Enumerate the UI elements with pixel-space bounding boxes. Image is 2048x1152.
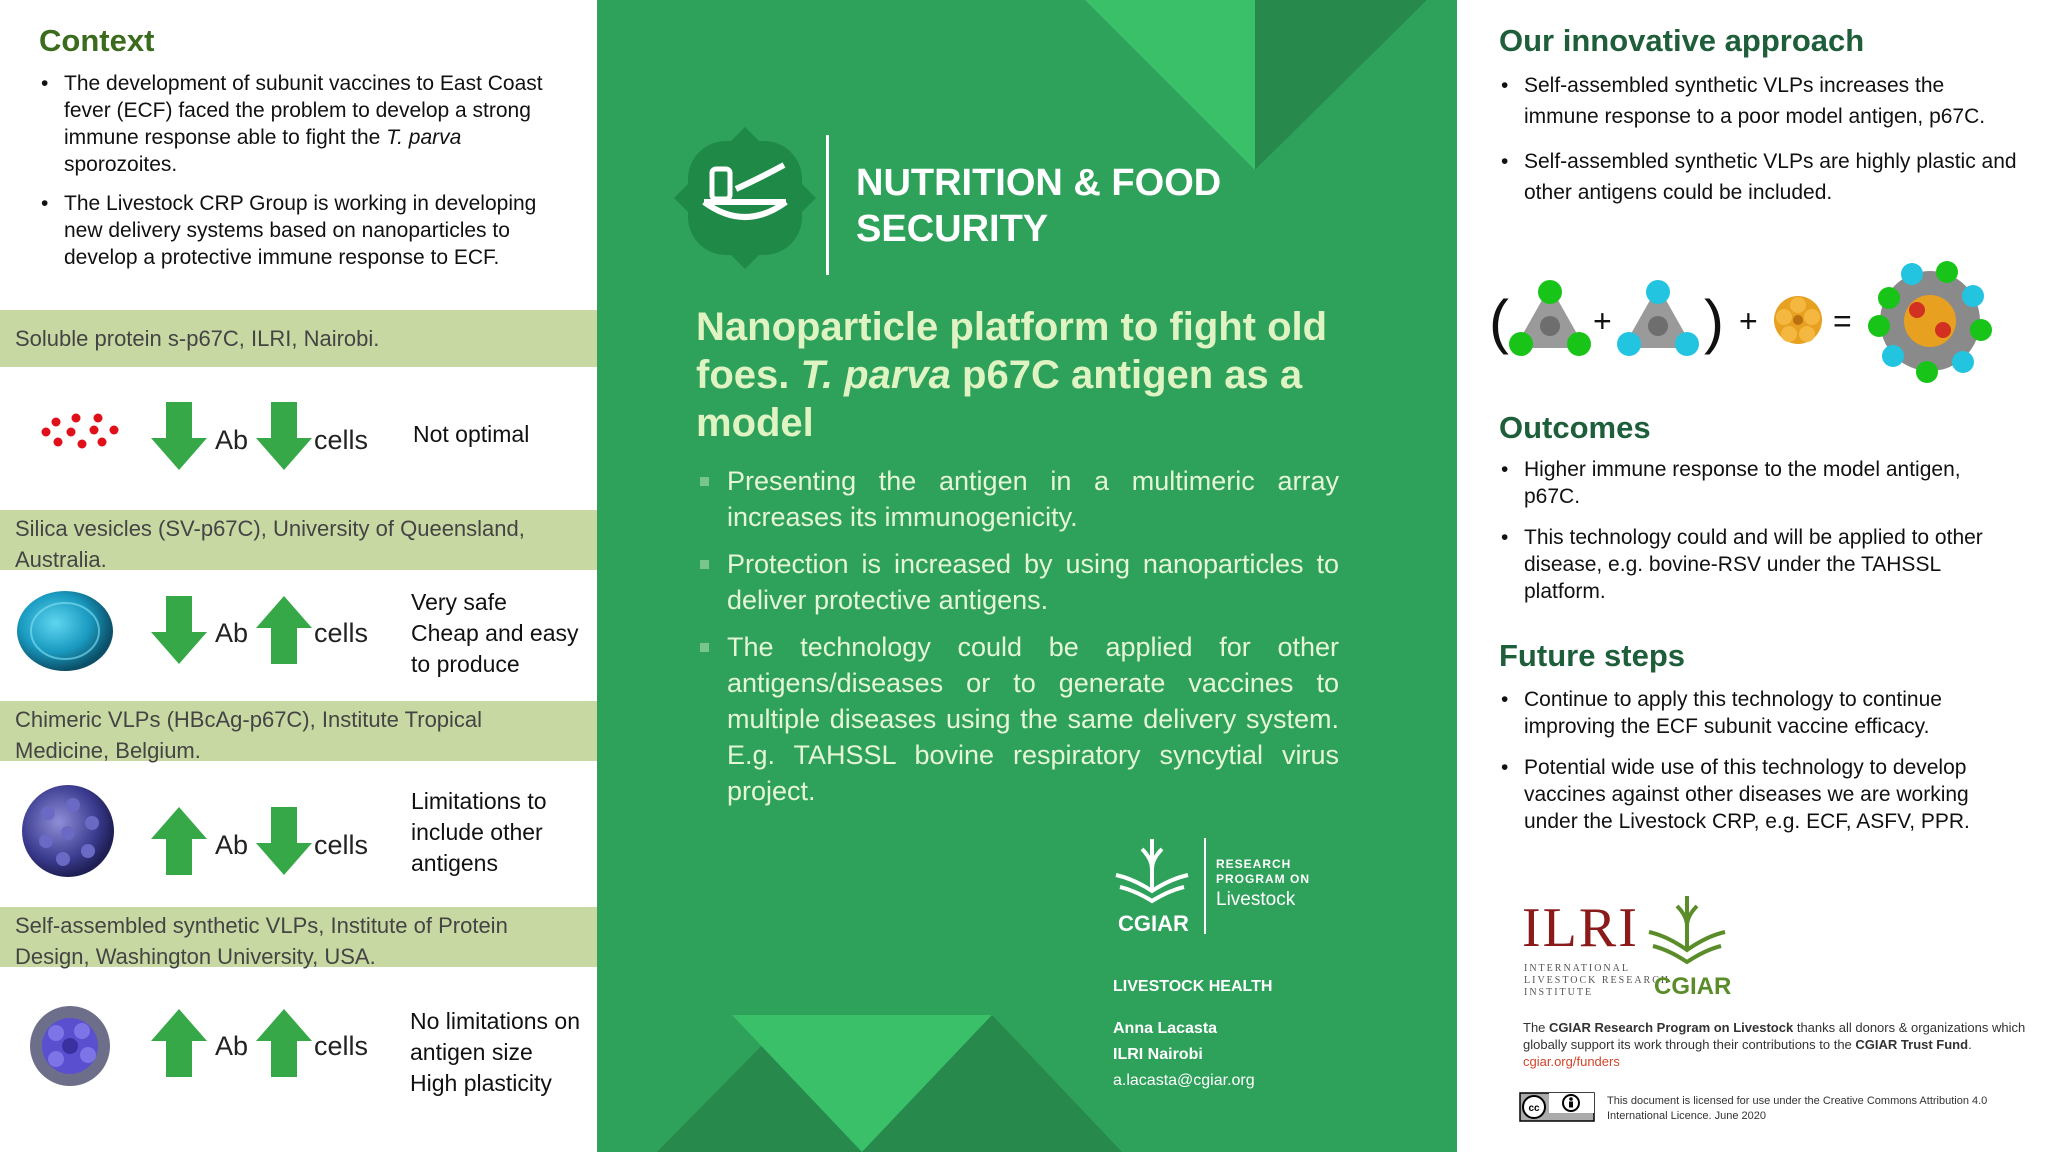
- cells-down-arrow-icon: [256, 807, 312, 875]
- cgiar-logo-text: CGIAR: [1118, 911, 1189, 936]
- row-note: Not optimal: [413, 421, 530, 447]
- open-paren: (: [1489, 288, 1509, 355]
- ab-label: Ab: [215, 830, 249, 860]
- acknowledgement-text: The CGIAR Research Program on Livestock thanks all donors & organizations which globally support its work through their contributions to the CGIAR Trust Fund. cgiar.org/funders: [1523, 1020, 2026, 1069]
- green-trimer-icon: [1509, 278, 1591, 360]
- context-heading: Context: [39, 23, 155, 58]
- poster-title: Nanoparticle platform to fight old foes. T. parva p67C antigen as a model: [696, 305, 1328, 445]
- approach-bullet: • Self-assembled synthetic VLPs are highly plastic and other antigens could be included.: [1499, 146, 2019, 208]
- plus-sign: +: [1739, 303, 1758, 339]
- ab-down-arrow-icon: [151, 402, 207, 470]
- program-title: NUTRITION & FOOD SECURITY: [856, 162, 1222, 250]
- cgiar-logo-icon: [1643, 892, 1731, 972]
- approach-heading: Our innovative approach: [1499, 23, 1865, 58]
- band-silica-vesicles: Silica vesicles (SV-p67C), University of Queensland, Australia.: [0, 510, 597, 570]
- cyan-trimer-icon: [1617, 278, 1699, 360]
- silica-vesicle-icon: [14, 588, 116, 674]
- future-steps-heading: Future steps: [1499, 638, 1686, 673]
- equals-sign: =: [1833, 303, 1852, 339]
- row-note: No limitations on antigen size High plasticity: [410, 1008, 581, 1096]
- left-column: [0, 0, 597, 1152]
- outcome-bullet: • Higher immune response to the model antigen, p67C.: [1499, 456, 2019, 510]
- context-bullets: [39, 70, 569, 283]
- close-paren: ): [1704, 288, 1724, 355]
- future-bullet: • Continue to apply this technology to continue improving the ECF subunit vaccine efficacy.: [1499, 686, 2019, 740]
- cells-up-arrow-icon: [256, 596, 312, 664]
- row-note: Limitations to include other antigens: [411, 788, 547, 876]
- research-program-label: RESEARCH PROGRAM ON: [1216, 857, 1310, 886]
- middle-bullets: [696, 463, 1339, 820]
- ilri-subtitle: INTERNATIONAL LIVESTOCK RESEARCH INSTITUTE: [1524, 963, 1671, 998]
- cells-label: cells: [314, 830, 369, 860]
- ilri-logo: ILRI: [1522, 897, 1639, 959]
- svg-text:cc: cc: [1528, 1103, 1540, 1114]
- outcomes-heading: Outcomes: [1499, 410, 1651, 445]
- author-institution: ILRI Nairobi: [1113, 1046, 1203, 1063]
- assembled-vlp-icon: [1867, 258, 1993, 384]
- cgiar-logo-icon: [1112, 835, 1192, 913]
- ab-up-arrow-icon: [151, 1009, 207, 1077]
- cells-label: cells: [314, 1031, 369, 1061]
- orange-pentamer-icon: [1771, 293, 1825, 347]
- ab-up-arrow-icon: [151, 807, 207, 875]
- middle-column: [597, 0, 1457, 1152]
- future-bullet: • Potential wide use of this technology to develop vaccines against other diseases we are working under the Livestock CRP, e.g. ECF, ASFV, PPR.: [1499, 754, 2019, 835]
- cells-label: cells: [314, 425, 369, 455]
- cgiar-logo-text: CGIAR: [1654, 973, 1732, 1000]
- plus-sign: +: [1593, 303, 1612, 339]
- author-email[interactable]: a.lacasta@cgiar.org: [1113, 1072, 1255, 1089]
- logo-divider: [1204, 838, 1206, 934]
- future-steps-bullets: [1499, 686, 2019, 849]
- cells-label: cells: [314, 618, 369, 648]
- outcome-bullet: • This technology could and will be applied to other disease, e.g. bovine-RSV under the TAHSSL platform.: [1499, 524, 2019, 605]
- approach-bullet: • Self-assembled synthetic VLPs increases the immune response to a poor model antigen, p67C.: [1499, 70, 2019, 132]
- band-synthetic-vlps: Self-assembled synthetic VLPs, Institute of Protein Design, Washington University, USA.: [0, 907, 597, 967]
- middle-bullet: Presenting the antigen in a multimeric array increases its immunogenicity.: [696, 463, 1339, 535]
- middle-bullet: Protection is increased by using nanoparticles to deliver protective antigens.: [696, 546, 1339, 618]
- ab-down-arrow-icon: [151, 596, 207, 664]
- cells-down-arrow-icon: [256, 402, 312, 470]
- funders-link[interactable]: cgiar.org/funders: [1523, 1054, 1620, 1069]
- context-bullet-1: • The development of subunit vaccines to East Coast fever (ECF) faced the problem to develop a strong immune response able to fight the T. parva sporozoites.: [39, 70, 569, 178]
- band-soluble-protein: Soluble protein s-p67C, ILRI, Nairobi.: [0, 310, 597, 367]
- nutrition-food-icon: [674, 127, 816, 269]
- author-name: Anna Lacasta: [1113, 1020, 1218, 1037]
- divider: [826, 135, 829, 275]
- right-column: [1457, 0, 2048, 1152]
- livestock-health-label: LIVESTOCK HEALTH: [1113, 978, 1273, 995]
- ab-label: Ab: [215, 618, 249, 648]
- ab-label: Ab: [215, 1031, 249, 1061]
- context-bullet-2: • The Livestock CRP Group is working in developing new delivery systems based on nanoparticles to develop a protective immune response to ECF.: [39, 190, 569, 271]
- synthetic-vlp-icon: [26, 1003, 114, 1089]
- red-dots-icon: [38, 410, 123, 455]
- approach-bullets: [1499, 70, 2019, 222]
- cells-up-arrow-icon: [256, 1009, 312, 1077]
- license-text: This document is licensed for use under the Creative Commons Attribution 4.0 International Licence. June 2020: [1607, 1095, 1988, 1122]
- outcomes-bullets: [1499, 456, 2019, 619]
- ab-label: Ab: [215, 425, 249, 455]
- band-chimeric-vlps: Chimeric VLPs (HBcAg-p67C), Institute Tropical Medicine, Belgium.: [0, 701, 597, 761]
- chimeric-vlp-icon: [18, 783, 118, 879]
- middle-bullet: The technology could be applied for other antigens/diseases or to generate vaccines to multiple diseases using the same delivery system. E.g. TAHSSL bovine respiratory syncytial virus project.: [696, 629, 1339, 809]
- livestock-label: Livestock: [1216, 889, 1296, 910]
- creative-commons-icon: [1519, 1092, 1595, 1122]
- row-note: Very safe Cheap and easy to produce: [411, 589, 579, 677]
